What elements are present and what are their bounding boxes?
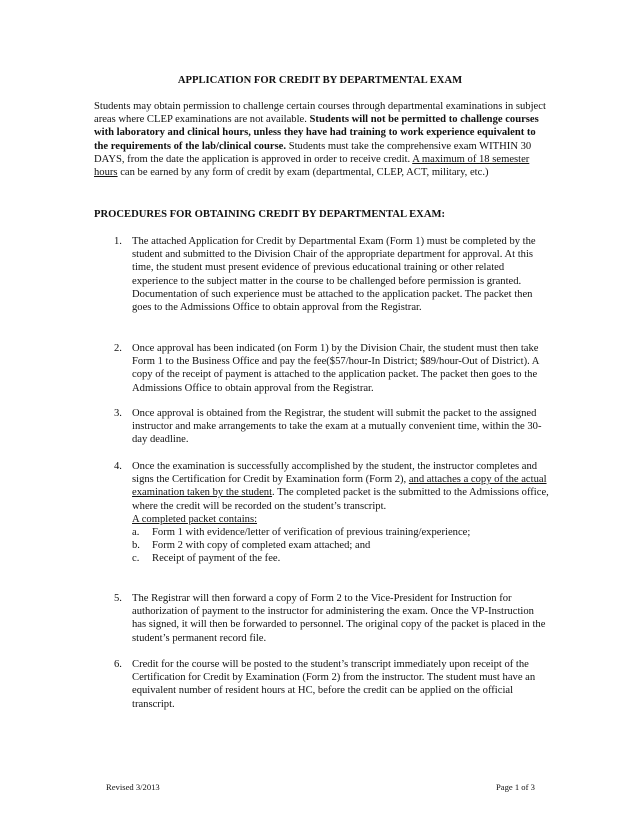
intro-paragraph xyxy=(94,100,546,179)
packet-item-letter: b. xyxy=(132,540,140,552)
item-text xyxy=(132,460,550,513)
item-4-underlined-text: and attaches a copy of the actual examination taken by the student xyxy=(132,474,547,499)
packet-item xyxy=(132,526,550,539)
packet-item-text: Receipt of payment of the fee. xyxy=(152,553,281,565)
item-text: Credit for the course will be posted to the student’s transcript immediately upon receipt of the Certification for Credit by Examination (Form 2) from the instructor. The student must have an equivalent number of resident hours at HC, before the credit can be applied on the official transcript. xyxy=(132,659,536,710)
packet-item xyxy=(132,539,550,552)
item-text: Once approval has been indicated (on Form 1) by the Division Chair, the student must then take Form 1 to the Business Office and pay the fee($57/hour-In District; $89/hour-Out of District). A copy of the receipt of payment is attached to the application packet. The packet then goes to the Admissions Office to obtain approval from the Registrar. xyxy=(132,343,539,394)
packet-item-letter: a. xyxy=(132,527,140,539)
packet-item-text: Form 2 with copy of completed exam attached; and xyxy=(152,540,371,552)
item-text: Once approval is obtained from the Registrar, the student will submit the packet to the assigned instructor and make arrangements to take the exam at a mutually convenient time, within the 30-day deadline. xyxy=(132,408,542,446)
procedure-item-3 xyxy=(114,407,550,447)
packet-heading: A completed packet contains: xyxy=(132,513,258,525)
item-4-text-3: . The completed packet is the submitted to the Admissions office, where the credit will be recorded on the student’s transcript. xyxy=(132,487,549,512)
packet-item-text: Form 1 with evidence/letter of verification of previous training/experience; xyxy=(152,527,471,539)
item-number: 2. xyxy=(114,343,122,354)
footer-revised: Revised 3/2013 xyxy=(106,782,160,792)
item-number: 6. xyxy=(114,659,122,670)
procedure-item-1 xyxy=(114,235,550,314)
intro-underlined-text: A maximum of 18 semester hours xyxy=(94,153,530,179)
item-text: The Registrar will then forward a copy of Form 2 to the Vice-President for Instruction for authorization of payment to the instructor for administering the exam. Once the VP-Instruction has signed, it will then be forwarded to personnel. The original copy of the packet is placed in the student’s permanent record file. xyxy=(132,593,546,644)
packet-item xyxy=(132,552,550,565)
item-text: The attached Application for Credit by Departmental Exam (Form 1) must be completed by the student and submitted to the Division Chair of the appropriate department for approval. At this time, the student must present evidence of previous educational training or other related experience to the subject matter in the course to be challenged before permission is granted. Documentation of such experience must be attached to the application packet. The packet then goes to the Admissions Office to obtain approval from the Registrar. xyxy=(132,236,536,314)
item-number: 5. xyxy=(114,593,122,604)
procedure-item-2 xyxy=(114,342,550,395)
intro-bold-text: Students will not be permitted to challenge courses with laboratory and clinical hours, unless they have had training to work experience equivalent to the requirements of the lab/clinical course. xyxy=(94,114,539,152)
procedures-heading: PROCEDURES FOR OBTAINING CREDIT BY DEPARTMENTAL EXAM: xyxy=(94,209,446,220)
packet-contents xyxy=(132,513,550,566)
intro-text-3: Students must take the comprehensive exam WITHIN 30 DAYS, from the date the application is approved in order to receive credit. xyxy=(94,140,532,165)
item-number: 1. xyxy=(114,236,122,247)
intro-text-5: can be earned by any form of credit by exam (departmental, CLEP, ACT, military, etc.) xyxy=(117,167,489,179)
procedure-item-5 xyxy=(114,592,550,645)
item-number: 3. xyxy=(114,408,122,419)
item-number: 4. xyxy=(114,461,122,472)
item-4-text-1: Once the examination is successfully accomplished by the student, the instructor completes and signs the Certification for Credit by Examination form (Form 2), xyxy=(132,461,538,486)
document-title: APPLICATION FOR CREDIT BY DEPARTMENTAL EXAM xyxy=(177,75,463,86)
procedure-item-4 xyxy=(114,460,550,566)
procedure-item-6 xyxy=(114,658,550,711)
footer-page-number: Page 1 of 3 xyxy=(496,782,535,792)
packet-item-letter: c. xyxy=(132,553,140,565)
intro-text-1: Students may obtain permission to challenge certain courses through departmental examinations in subject areas where CLEP examinations are not available. xyxy=(94,101,546,126)
